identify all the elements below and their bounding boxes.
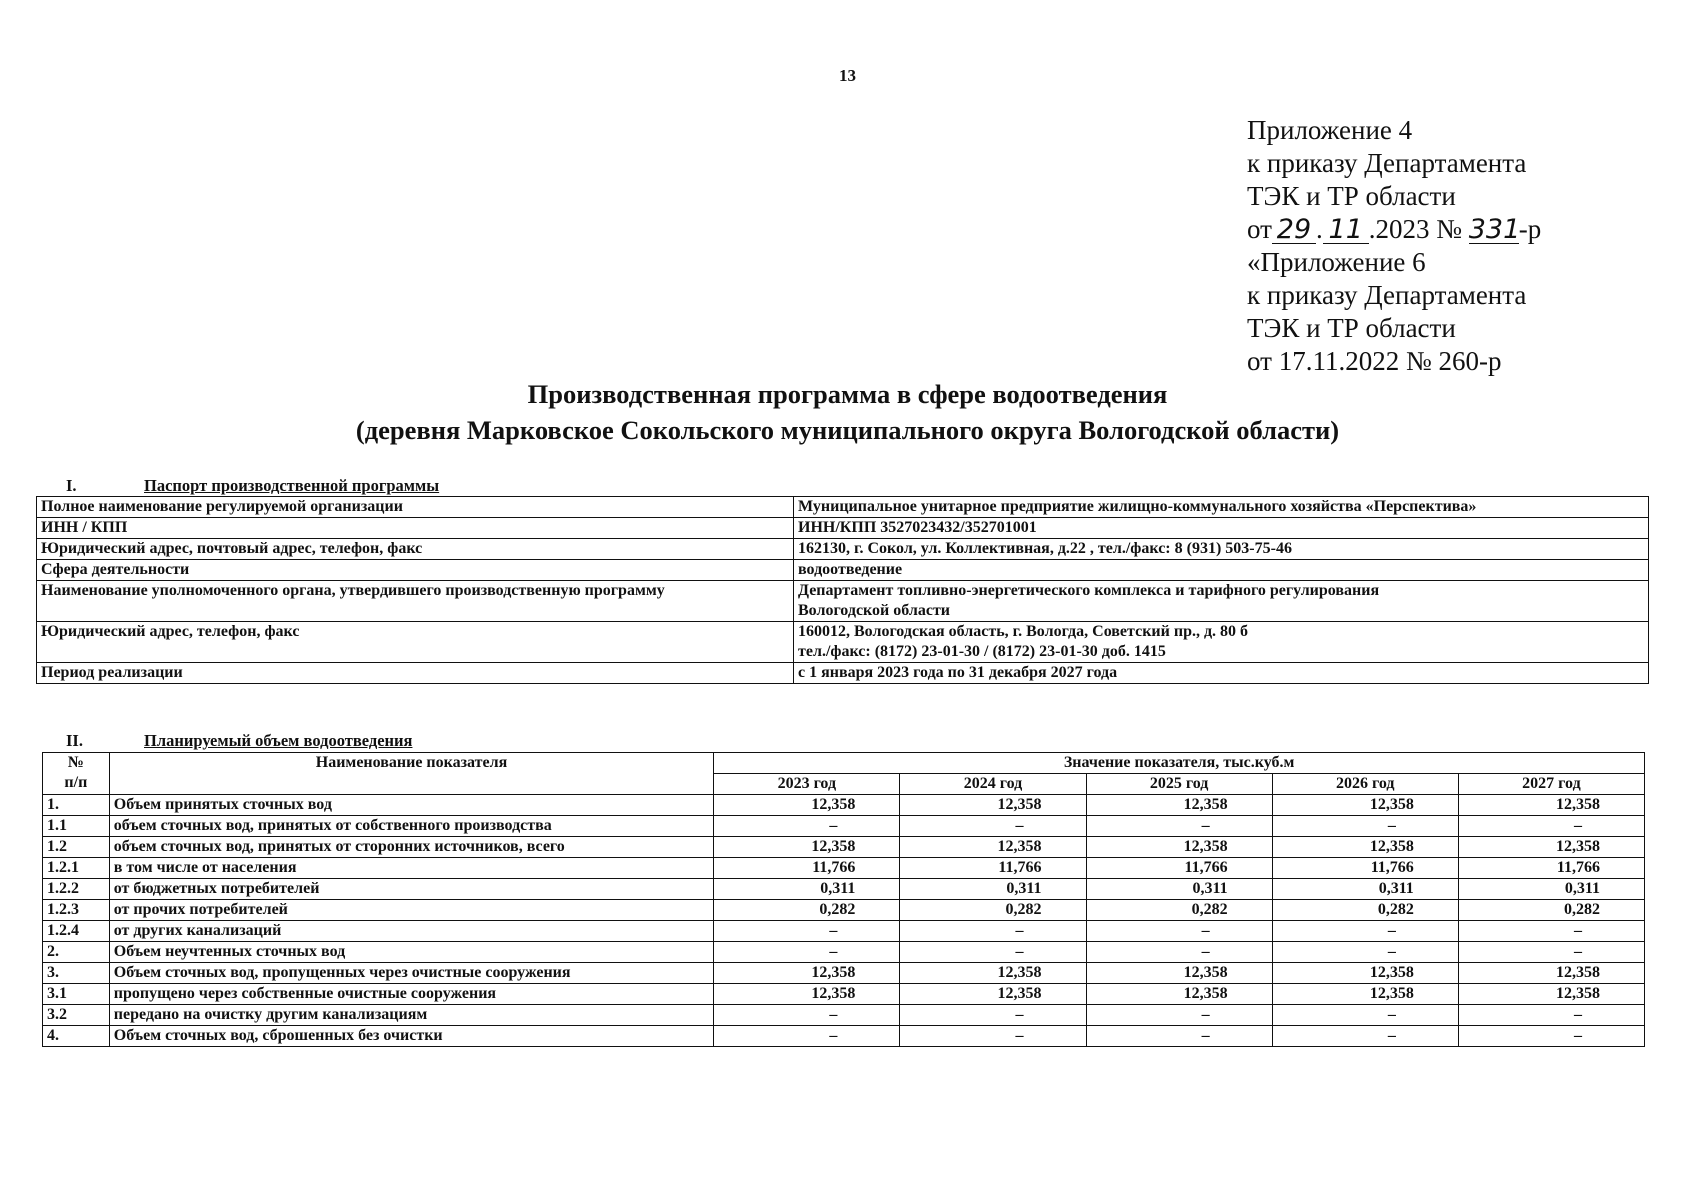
- handwritten-day: 29: [1272, 217, 1316, 244]
- row-value: 12,358: [1086, 984, 1272, 1005]
- passport-row: [37, 581, 1649, 622]
- row-value: 12,358: [1458, 837, 1644, 858]
- row-value: 12,358: [1272, 795, 1458, 816]
- passport-label: Юридический адрес, почтовый адрес, телефон, факс: [37, 539, 794, 560]
- year-header: 2023 год: [714, 774, 900, 795]
- section-1-heading: [66, 476, 439, 496]
- date-prefix: от: [1247, 214, 1272, 244]
- row-value: 12,358: [1086, 837, 1272, 858]
- row-name: Объем принятых сточных вод: [109, 795, 714, 816]
- row-value: –: [714, 921, 900, 942]
- header-indicator-value: Значение показателя, тыс.куб.м: [714, 753, 1645, 774]
- row-value: 0,311: [900, 879, 1086, 900]
- row-name: объем сточных вод, принятых от сторонних источников, всего: [109, 837, 714, 858]
- passport-value-line: Вологодской области: [798, 602, 951, 619]
- table-row: [43, 1005, 1645, 1026]
- row-number: 3.1: [43, 984, 110, 1005]
- row-value: –: [900, 1026, 1086, 1047]
- date-sep: .: [1315, 214, 1323, 244]
- row-value: 0,282: [1272, 900, 1458, 921]
- header-no-line1: №: [67, 754, 84, 771]
- passport-row: [37, 622, 1649, 663]
- row-value: –: [1272, 816, 1458, 837]
- appendix-line: от 17.11.2022 № 260-р: [1247, 346, 1502, 376]
- row-value: 12,358: [1272, 963, 1458, 984]
- row-value: –: [900, 1005, 1086, 1026]
- row-value: –: [714, 1026, 900, 1047]
- passport-label: Период реализации: [37, 663, 794, 684]
- volume-table: [42, 752, 1645, 1047]
- appendix-line: к приказу Департамента: [1247, 280, 1527, 310]
- appendix-line: ТЭК и ТР области: [1247, 181, 1456, 211]
- row-value: –: [1272, 1026, 1458, 1047]
- handwritten-month: 11: [1323, 217, 1369, 244]
- passport-value: [794, 560, 1649, 581]
- table-row: [43, 900, 1645, 921]
- row-value: 12,358: [1458, 795, 1644, 816]
- passport-row: [37, 518, 1649, 539]
- row-value: 12,358: [900, 984, 1086, 1005]
- year-header: 2024 год: [900, 774, 1086, 795]
- row-value: 11,766: [1086, 858, 1272, 879]
- passport-label: Наименование уполномоченного органа, утвердившего производственную программу: [37, 581, 794, 622]
- appendix-block: [1247, 114, 1541, 378]
- passport-value: [794, 539, 1649, 560]
- section-title: Планируемый объем водоотведения: [144, 731, 413, 750]
- title-line-2: (деревня Марковское Сокольского муниципального округа Вологодской области): [355, 415, 1340, 445]
- row-value: –: [900, 921, 1086, 942]
- row-value: 0,282: [900, 900, 1086, 921]
- row-number: 1.2.4: [43, 921, 110, 942]
- row-value: –: [1458, 1005, 1644, 1026]
- passport-value: [794, 518, 1649, 539]
- row-number: 1.2: [43, 837, 110, 858]
- row-value: 11,766: [1272, 858, 1458, 879]
- passport-row: [37, 539, 1649, 560]
- table-row: [43, 921, 1645, 942]
- appendix-date-line: [1247, 213, 1541, 246]
- row-name: объем сточных вод, принятых от собственного производства: [109, 816, 714, 837]
- row-value: 0,311: [1272, 879, 1458, 900]
- row-number: 4.: [43, 1026, 110, 1047]
- row-value: –: [1086, 921, 1272, 942]
- row-name: Объем неучтенных сточных вод: [109, 942, 714, 963]
- passport-value-line: Департамент топливно-энергетического комплекса и тарифного регулирования: [798, 582, 1380, 599]
- row-value: 12,358: [1272, 837, 1458, 858]
- document-title: [0, 376, 1695, 448]
- passport-value: [794, 663, 1649, 684]
- row-value: 12,358: [900, 795, 1086, 816]
- row-value: 12,358: [1272, 984, 1458, 1005]
- row-name: от бюджетных потребителей: [109, 879, 714, 900]
- row-value: 0,311: [1458, 879, 1644, 900]
- table-row: [43, 942, 1645, 963]
- appendix-line: ТЭК и ТР области: [1247, 313, 1456, 343]
- passport-value-line: 162130, г. Сокол, ул. Коллективная, д.22 , тел./факс: 8 (931) 503-75-46: [798, 540, 1292, 557]
- row-value: 12,358: [900, 963, 1086, 984]
- year-header: 2026 год: [1272, 774, 1458, 795]
- row-name: в том числе от населения: [109, 858, 714, 879]
- row-value: 11,766: [1458, 858, 1644, 879]
- appendix-line: Приложение 4: [1247, 115, 1413, 145]
- table-row: [43, 879, 1645, 900]
- order-suffix: -р: [1518, 214, 1542, 244]
- row-name: передано на очистку другим канализациям: [109, 1005, 714, 1026]
- row-value: 11,766: [900, 858, 1086, 879]
- passport-value-line: ИНН/КПП 3527023432/352701001: [798, 519, 1037, 536]
- row-value: –: [1272, 921, 1458, 942]
- passport-value-line: водоотведение: [798, 561, 903, 578]
- row-value: –: [1458, 1026, 1644, 1047]
- row-number: 1.: [43, 795, 110, 816]
- row-value: 12,358: [1086, 795, 1272, 816]
- row-value: 0,282: [1086, 900, 1272, 921]
- passport-table: [36, 496, 1649, 684]
- passport-value-line: тел./факс: (8172) 23-01-30 / (8172) 23-01-30 доб. 1415: [798, 643, 1166, 660]
- passport-value: [794, 581, 1649, 622]
- row-value: –: [1272, 942, 1458, 963]
- section-number: II.: [66, 731, 83, 750]
- table-row: [43, 984, 1645, 1005]
- row-name: от других канализаций: [109, 921, 714, 942]
- row-name: от прочих потребителей: [109, 900, 714, 921]
- row-value: 12,358: [900, 837, 1086, 858]
- section-title: Паспорт производственной программы: [144, 476, 440, 495]
- table-row: [43, 837, 1645, 858]
- row-value: –: [900, 942, 1086, 963]
- row-value: –: [714, 816, 900, 837]
- row-value: –: [714, 1005, 900, 1026]
- row-value: –: [900, 816, 1086, 837]
- row-value: –: [1086, 1005, 1272, 1026]
- passport-label: ИНН / КПП: [37, 518, 794, 539]
- row-number: 2.: [43, 942, 110, 963]
- row-value: 12,358: [714, 795, 900, 816]
- passport-value: [794, 622, 1649, 663]
- header-indicator-name: Наименование показателя: [109, 753, 714, 795]
- row-number: 1.2.3: [43, 900, 110, 921]
- date-year: .2023 №: [1368, 214, 1462, 244]
- year-header: 2027 год: [1458, 774, 1644, 795]
- table-row: [43, 963, 1645, 984]
- row-name: пропущено через собственные очистные сооружения: [109, 984, 714, 1005]
- page-number: 13: [839, 66, 856, 85]
- header-no-line2: п/п: [64, 774, 88, 791]
- row-number: 1.1: [43, 816, 110, 837]
- passport-row: [37, 663, 1649, 684]
- row-value: 12,358: [714, 837, 900, 858]
- row-value: –: [714, 942, 900, 963]
- row-value: 0,311: [1086, 879, 1272, 900]
- passport-value-line: Муниципальное унитарное предприятие жилищно-коммунального хозяйства «Перспектива»: [798, 498, 1477, 515]
- passport-row: [37, 497, 1649, 518]
- row-value: 12,358: [714, 984, 900, 1005]
- table-row: [43, 816, 1645, 837]
- passport-label: Юридический адрес, телефон, факс: [37, 622, 794, 663]
- header-number: [43, 753, 110, 795]
- row-value: 12,358: [1086, 963, 1272, 984]
- row-value: 12,358: [1458, 984, 1644, 1005]
- row-value: 0,282: [714, 900, 900, 921]
- row-value: –: [1458, 921, 1644, 942]
- table-row: [43, 858, 1645, 879]
- passport-label: Сфера деятельности: [37, 560, 794, 581]
- row-number: 3.: [43, 963, 110, 984]
- row-value: –: [1086, 942, 1272, 963]
- appendix-line: к приказу Департамента: [1247, 148, 1527, 178]
- row-value: –: [1086, 1026, 1272, 1047]
- year-header: 2025 год: [1086, 774, 1272, 795]
- row-value: 11,766: [714, 858, 900, 879]
- appendix-line: «Приложение 6: [1247, 247, 1426, 277]
- table-row: [43, 795, 1645, 816]
- row-value: 0,311: [714, 879, 900, 900]
- handwritten-order-number: 331: [1468, 214, 1521, 245]
- row-number: 1.2.2: [43, 879, 110, 900]
- passport-label: Полное наименование регулируемой организации: [37, 497, 794, 518]
- row-name: Объем сточных вод, пропущенных через очистные сооружения: [109, 963, 714, 984]
- row-number: 3.2: [43, 1005, 110, 1026]
- row-value: –: [1272, 1005, 1458, 1026]
- row-value: 0,282: [1458, 900, 1644, 921]
- passport-value-line: с 1 января 2023 года по 31 декабря 2027 года: [798, 664, 1118, 681]
- passport-value-line: 160012, Вологодская область, г. Вологда, Советский пр., д. 80 б: [798, 623, 1249, 640]
- row-number: 1.2.1: [43, 858, 110, 879]
- table-row: [43, 1026, 1645, 1047]
- row-value: 12,358: [1458, 963, 1644, 984]
- section-2-heading: [66, 731, 412, 751]
- row-name: Объем сточных вод, сброшенных без очистки: [109, 1026, 714, 1047]
- row-value: 12,358: [714, 963, 900, 984]
- passport-row: [37, 560, 1649, 581]
- row-value: –: [1458, 942, 1644, 963]
- row-value: –: [1086, 816, 1272, 837]
- title-line-1: Производственная программа в сфере водоотведения: [527, 379, 1168, 409]
- section-number: I.: [66, 476, 77, 495]
- row-value: –: [1458, 816, 1644, 837]
- passport-value: [794, 497, 1649, 518]
